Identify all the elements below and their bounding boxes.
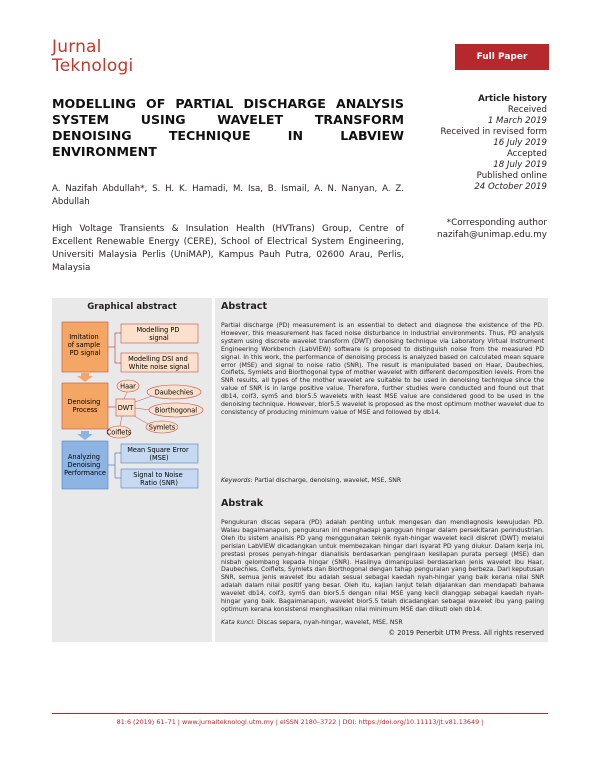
- graphical-abstract-title: Graphical abstract: [87, 302, 177, 312]
- revised-date: 16 July 2019: [493, 138, 547, 148]
- published-label: Published online: [476, 171, 547, 181]
- corresponding-email[interactable]: nazifah@unimap.edu.my: [437, 230, 547, 240]
- corresponding-author: [410, 217, 547, 241]
- author-list: A. Nazifah Abdullah*, S. H. K. Hamadi, M. Isa, B. Ismail, A. N. Nanyan, A. Z. Abdullah: [52, 184, 404, 207]
- corresponding-label: *Corresponding author: [446, 218, 547, 228]
- keywords-value: Partial discharge, denoising, wavelet, MSE, SNR: [254, 477, 402, 484]
- stage2-label: Denoising Process: [67, 398, 101, 414]
- received-label: Received: [507, 105, 547, 115]
- accepted-label: Accepted: [506, 149, 547, 159]
- paper-title: MODELLING OF PARTIAL DISCHARGE ANALYSIS SYSTEM USING WAVELET TRANSFORM DENOISING TECHNIQUE IN LABVIEW ENVIRONMENT: [52, 96, 404, 159]
- stage3-item-text: Mean Square Error (MSE): [127, 446, 189, 462]
- wavelet-coiflets-label: Coiflets: [106, 428, 132, 437]
- wavelet-connector: [124, 392, 127, 399]
- wavelet-connector: [134, 416, 148, 424]
- received-date: 1 March 2019: [487, 116, 547, 126]
- paper-type-badge: Full Paper: [455, 44, 549, 70]
- accepted-date: 18 July 2019: [493, 160, 547, 170]
- wavelet-connector: [135, 408, 150, 410]
- article-history: [410, 94, 547, 193]
- stage1-label-line: of sample: [67, 341, 101, 349]
- wavelet-haar-label: Haar: [120, 382, 136, 391]
- journal-title: [52, 38, 133, 76]
- abstract-text: Partial discharge (PD) measurement is an essential to detect and diagnose the existence of the PD. However, this measurement has faced noise disturbance in industrial environments. Thus, PD analysis system using discrete wavelet transform (DWT) denoising technique via Laboratory Virtual Instrument Engineering Workbench (LabVIEW) software is proposed to distinguish noise from the measured PD signal. In this work, the performance of denoising process is analyzed based on calculated mean square error (MSE) and signal to noise ratio (SNR). The result is manipulated based on Haar, Daubechies, Coiflets, Symlets and Biorthogonal type of mother wavelet with different decomposition levels. From the SNR results, all types of the mother wavelet are suitable to be used in denoising technique since the value of SNR is in large positive value. Therefore, further studies were conducted and found out that db14, coif3, sym5 and bior5.5 wavelets with least MSE value are considered good to be used in the denoising technique. However, bior5.5 wavelet is proposed as the most optimum mother wavelet due to consistency of producing minimum value of MSE and followed by db14.: [221, 322, 544, 416]
- journal-name-line2: Teknologi: [52, 56, 134, 76]
- abstrak-text: Pengukuran discas separa (PD) adalah penting untuk mengesan dan mendiagnosis kewujudan PD. Walau bagaimanapun, pengukuran ini menghadapi gangguan hingar dalam persekitaran perindustrian. Oleh itu sistem analisis PD yang menggunakan teknik nyah-hingar wavelet kecil diskret (DWT) melalui perisian LabVIEW dicadangkan untuk membezakan hingar dari isyarat PD yang diukur. Dalam kerja ini, prestasi proses penyah-hingar dianalisis berdasarkan pengiraan kesilapan purata persegi (MSE) dan nisbah gelombang kepada hingar (SNR). Hasilnya dimanipulasi berdasarkan jenis wavelet ibu Haar, Daubechies, Coiflets, Symlets dan Biorthogonal dengan tahap penguraian yang berbeza. Dari keputusan SNR, semua jenis wavelet ibu adalah sesuai sebagai kaedah nyah-hingar yang baik kerana nilai SNR adalah dalam nilai positif yang besar. Oleh itu, kajian lanjut telah dijalankan dan mendapati bahawa wavelet db14, coif3, sym5 dan bior5.5 dengan nilai MSE yang kecil dianggap sebagai kaedah nyah-hingar yang baik. Bagaimanapun, wavelet bior5.5 telah dicadangkan sebagai wavelet ibu yang paling optimum kerana konsistensi menghasilkan nilai minimum MSE dan diikuti oleh db14.: [221, 519, 544, 613]
- kata-kunci-value: Discas separa, nyah-hingar, wavelet, MSE, NSR: [257, 619, 403, 626]
- footer: 81:6 (2019) 61–71 | www.jurnalteknologi.utm.my | eISSN 2180–3722 | DOI: https://doi.org/10.11113/jt.v81.13649 |: [116, 718, 484, 726]
- stage3-label: Analyzing Denoising Performance: [64, 453, 106, 477]
- kata-kunci-label: Kata kunci:: [221, 619, 256, 626]
- wavelet-biorthogonal-label: Biorthogonal: [154, 406, 198, 415]
- kata-kunci: [221, 619, 544, 627]
- abstrak-heading: Abstrak: [221, 498, 264, 509]
- graphical-abstract-diagram: [52, 316, 212, 492]
- keywords-label: Keywords:: [221, 477, 253, 484]
- abstract-heading: Abstract: [221, 301, 268, 312]
- flow-arrow-icon: [77, 373, 93, 382]
- stage3-item-text: Signal to Noise Ratio (SNR): [133, 471, 183, 487]
- article-history-heading: Article history: [478, 94, 547, 104]
- flow-arrow-icon: [77, 431, 93, 440]
- affiliation: High Voltage Transients & Insulation Health (HVTrans) Group, Centre of Excellent Renewable Energy (CERE), School of Electrical System Engineering, Universiti Malaysia Perlis (UniMAP), Kampus Pauh Putra, 02600 Arau, Perlis, Malaysia: [52, 224, 404, 273]
- stage1-label-line: PD signal: [69, 349, 101, 357]
- revised-label: Received in revised form: [440, 127, 547, 137]
- wavelet-connector: [135, 396, 152, 402]
- keywords: [221, 477, 544, 485]
- wavelet-connector: [120, 416, 122, 426]
- journal-name-line1: Jurnal: [52, 37, 102, 57]
- stage1-item-text: Modelling PD signal: [136, 326, 180, 342]
- published-date: 24 October 2019: [474, 182, 547, 192]
- dwt-label: DWT: [117, 404, 134, 412]
- stage1-label-line: Imitation: [69, 333, 99, 341]
- copyright: © 2019 Penerbit UTM Press. All rights reserved: [388, 629, 544, 637]
- wavelet-symlets-label: Symlets: [148, 423, 176, 432]
- stage1-label: [68, 333, 103, 357]
- footer-divider: [52, 713, 548, 714]
- wavelet-daubechies-label: Daubechies: [154, 388, 194, 397]
- stage1-item-text: Modelling DSI and White noise signal: [128, 355, 190, 371]
